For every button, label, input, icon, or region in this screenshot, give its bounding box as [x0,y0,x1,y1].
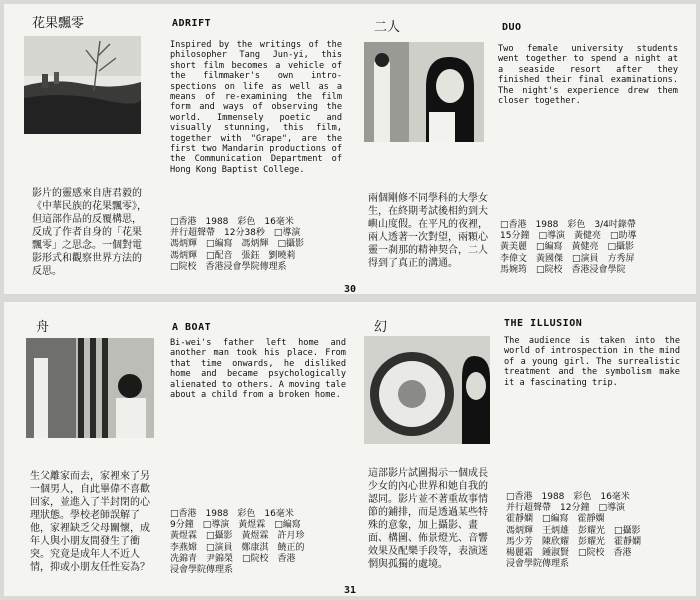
boat-photo [26,338,154,438]
duo-chinese-description: 兩個剛修不同學科的大學女生，在終期考試後相約到大嶼山度假。在平凡的夜裡，兩人透著一次對望，兩顆心靈一刹那的精神契合，二人得到了真正的溝通。 [368,193,488,269]
boat-english-title: A BOAT [172,322,212,333]
boat-english-description: Bi-wei's father left home and another man took his place. From that time onwards, he disliked home and became psychologically alienated to others. A moving tale about a child from a broken home. [170,338,346,401]
illusion-chinese-description: 這部影片試圖揭示一個成長少女的內心世界和她自我的認同。影片並不著重故事情節的鋪排，而是透過某些特殊的意象，加上攝影、畫面、構圖、佈景燈光、音響效果及配樂手段等，表演迷惘與孤獨的處境。 [368,468,488,570]
boat-credits: □香港 1988 彩色 16毫米 9分鐘 □導演 黃煜霖 □編寫 黃煜霖 □攝影 黃煜霖 許月珍 李燕嫦 □演員 鄭康淇 饒正的 冼錦青 尹錦榮 □院校 香港 浸會學院傳理系 [170,509,305,576]
illusion-credits: □香港 1988 彩色 16毫米 并行超聲帶 12分鐘 □導演 霍靜嫻 □編寫 霍靜嫻 馮炳輝 王炳雄 彭耀光 □攝影 馬少芳 陳欣耀 彭耀光 霍靜嫻 楊麗霜 鍾淑賢 □院校 香港 浸會學院傳理系 [506,492,642,570]
adrift-chinese-title: 花果飄零 [32,16,85,31]
duo-credits: □香港 1988 彩色 3/4吋錄帶 15分鐘 □導演 黃健亮 □助導 黃美麗 □編寫 黃健亮 □攝影 李偉文 黃國傑 □演員 方秀屏 馬婉筠 □院校 香港浸會學院 [500,220,637,275]
boat-chinese-description: 生父離家而去，家裡來了另一個男人，自此畢偉不喜歡回家，並進入了半封閉的心理狀態。學校老師誤解了他，家裡缺乏父母關懷，成年人與小朋友間發生了衝突。究竟是成年人不近人情，抑或小朋友任性妄為？ [30,471,150,573]
duo-chinese-title: 二人 [374,20,401,35]
duo-photo [364,42,484,142]
adrift-english-title: ADRIFT [172,18,212,29]
page-number: 30 [343,284,357,295]
boat-chinese-title: 舟 [36,320,50,335]
adrift-credits: □香港 1988 彩色 16毫米 并行超聲帶 12分38秒 □導演 馮炳輝 □編寫 馮炳輝 □攝影 馮炳輝 □配音 張鈺 劉曉莉 □院校 香港浸會學院傳理系 [170,217,305,272]
adrift-chinese-description: 影片的靈感來自唐君毅的《中華民族的花果飄零》，但這部作品的反覆構思，反成了作者自身的「花果飄零」之思念。一個對電影形式和觀察世界方法的反思。 [32,188,147,277]
illusion-english-title: THE ILLUSION [504,318,583,329]
page-30 [4,4,696,294]
page-31 [4,302,696,596]
illusion-english-description: The audience is taken into the world of introspection in the mind of a young girl. The surrealistic treatment and the symbolism make it a fascinating trip. [504,336,680,388]
duo-english-description: Two female university students went together to spend a night at a seaside resort after they finished their final examinations. The night's experience drew them closer together. [498,44,678,107]
adrift-english-description: Inspired by the writings of the philosopher Tang Jun-yi, this short film becomes a vehicle of the filmmaker's own intro-spections on life as well as a means of re-examining the film form and ways of observing the world. Immensely poetic and visually stunning, this film, together with "Grape", are the first two Mandarin productions of the Communication Department of Hong Kong Baptist College. [170,40,342,175]
duo-english-title: DUO [502,22,522,33]
illusion-photo [364,336,490,444]
page-number: 31 [343,585,357,596]
adrift-photo [24,36,141,134]
illusion-chinese-title: 幻 [374,320,388,335]
